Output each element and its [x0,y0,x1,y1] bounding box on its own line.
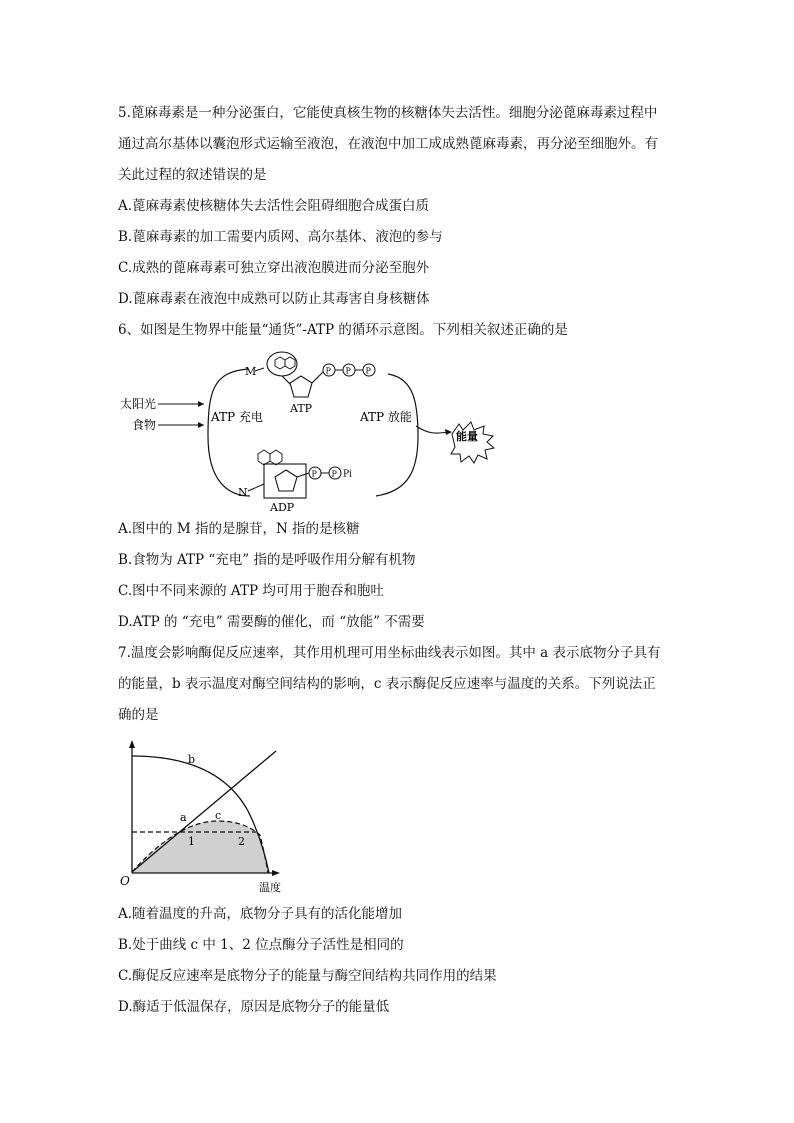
adp-label: ADP [270,501,295,514]
q5-option-a: A.蓖麻毒素使核糖体失去活性会阻碍细胞合成蛋白质 [118,198,430,214]
q5-stem-line-3: 关此过程的叙述错误的是 [118,167,267,183]
phosphate-label: P [331,469,337,479]
q5-option-c: C.成熟的蓖麻毒素可独立穿出液泡膜进而分泌至胞外 [118,260,430,276]
temperature-graph [118,735,308,897]
atp-charge-label: ATP 充电 [211,410,263,424]
phosphate-label: P [311,469,317,479]
atp-molecule [267,352,375,415]
q6-option-c: C.图中不同来源的 ATP 均可用于胞吞和胞吐 [118,583,384,599]
q7-option-a: A.随着温度的升高，底物分子具有的活化能增加 [118,906,403,922]
q6-option-d: D.ATP 的 “充电” 需要酶的催化，而 “放能” 不需要 [118,614,425,630]
q5-option-d: D.蓖麻毒素在液泡中成熟可以防止其毒害自身核糖体 [118,291,430,307]
phosphate-label: P [365,366,371,376]
q6-option-a: A.图中的 M 指的是腺苷，N 指的是核糖 [118,521,360,537]
atp-label: ATP [290,402,313,415]
m-label: M [245,365,257,378]
q7-option-d: D.酶适于低温保存，原因是底物分子的能量低 [118,999,390,1015]
q7-option-b: B.处于曲线 c 中 1、2 位点酶分子活性是相同的 [118,937,404,953]
q7-stem-line-2: 的能量，b 表示温度对酶空间结构的影响，c 表示酶促反应速率与温度的关系。下列说法正 [118,676,656,692]
origin-label: O [120,874,130,888]
q7-option-c: C.酶促反应速率是底物分子的能量与酶空间结构共同作用的结果 [118,968,497,984]
phosphate-label: P [345,366,351,376]
energy-label: 能量 [456,430,478,443]
q6-option-b: B.食物为 ATP “充电” 指的是呼吸作用分解有机物 [118,552,416,568]
x-axis-label: 温度 [259,881,281,894]
line-a-label: a [180,811,187,824]
q5-stem-line-1: 5.蓖麻毒素是一种分泌蛋白，它能使真核生物的核糖体失去活性。细胞分泌蓖麻毒素过程中 [118,105,658,121]
point-2-label: 2 [238,835,245,848]
point-1-label: 1 [188,835,195,848]
atp-cycle-diagram [118,346,518,516]
adp-molecule [258,450,352,514]
sunlight-label: 太阳光 [120,397,157,411]
curve-c-label: c [215,809,222,822]
atp-release-label: ATP 放能 [360,410,412,424]
n-label: N [238,486,248,499]
q7-stem-line-3: 确的是 [118,707,159,723]
q7-stem-line-1: 7.温度会影响酶促反应速率，其作用机理可用坐标曲线表示如图。其中 a 表示底物分子具有 [118,645,661,661]
curve-b-label: b [188,753,196,766]
q5-option-b: B.蓖麻毒素的加工需要内质网、高尔基体、液泡的参与 [118,229,443,245]
pi-label: Pi [343,469,352,480]
food-label: 食物 [132,418,157,432]
q6-stem: 6、如图是生物界中能量“通货”-ATP 的循环示意图。下列相关叙述正确的是 [118,322,568,338]
phosphate-label: P [325,366,331,376]
q5-stem-line-2: 通过高尔基体以囊泡形式运输至液泡，在液泡中加工成成熟蓖麻毒素，再分泌至细胞外。有 [118,136,658,152]
